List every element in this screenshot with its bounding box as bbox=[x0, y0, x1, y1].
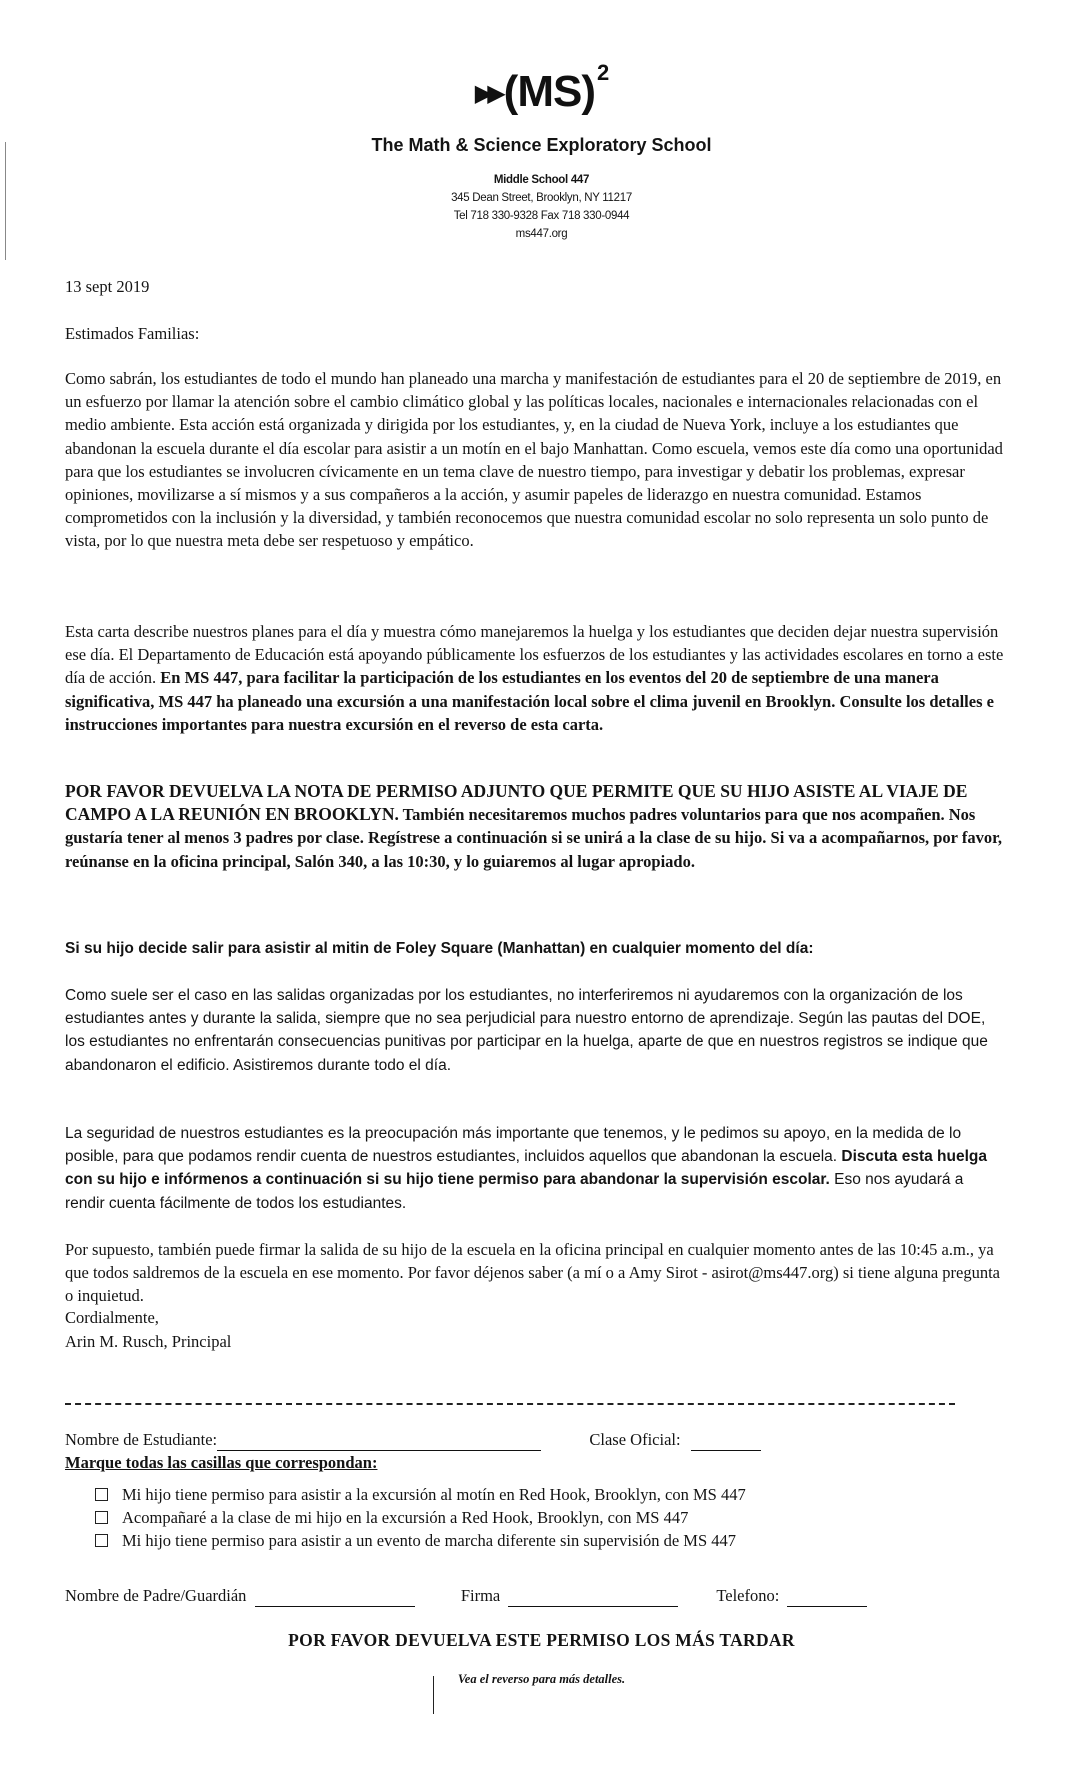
paragraph-plans-bold: En MS 447, para facilitar la participación de los estudiantes en los eventos del 20 de septiembre de una manera significativa, MS 447 ha planeado una excursión a una manifestación local sobre el clima juvenil en Brooklyn. Consulte los detalles e instrucciones importantes para nuestra excursión en el reverso de esta carta. bbox=[65, 668, 994, 734]
logo-text: (MS) bbox=[503, 67, 595, 116]
reverse-note: Vea el reverso para más detalles. bbox=[457, 1672, 626, 1686]
paragraph-signout: Por supuesto, también puede firmar la salida de su hijo de la escuela en la oficina principal en cualquier momento antes de las 10:45 a.m., ya que todos saldremos de la escuela en ese momento. Por favor déjenos saber (a mí o a Amy Sirot - asirot@ms447.org) si tiene alguna pregunta o inquietud. bbox=[65, 1240, 1000, 1306]
checkbox[interactable] bbox=[95, 1511, 108, 1524]
checkbox-option[interactable] bbox=[95, 1529, 995, 1552]
permission-rest: También necesitaremos muchos padres voluntarios para que nos acompañen. Nos gustaría tener al menos 3 padres por clase. Regístrese a continuación si se unirá a la clase de su hijo. Si va a acompañarnos, por favor, reúnanse en la oficina principal, Salón 340, a las 10:30, y lo guiaremos al lugar apropiado. bbox=[65, 805, 1003, 871]
checkbox[interactable] bbox=[95, 1488, 108, 1501]
double-arrow-icon: ▶▶ bbox=[474, 80, 500, 108]
student-name-field[interactable] bbox=[217, 1432, 541, 1451]
parent-name-field[interactable] bbox=[255, 1588, 415, 1607]
greeting: Estimados Familias: bbox=[65, 324, 200, 343]
safety-bold: Discuta esta huelga con su hijo e infórmenos a continuación si su hijo tiene permiso para abandonar la supervisión escolar. bbox=[65, 1148, 987, 1189]
phone-label: Telefono: bbox=[716, 1586, 780, 1605]
school-logo bbox=[0, 62, 1083, 114]
paragraph-plans-text: Esta carta describe nuestros planes para el día y muestra cómo manejaremos la huelga y los estudiantes que deciden dejar nuestra supervisión ese día. El Departamento de Educación está apoyando públicamente los esfuerzos de los estudiantes y las actividades escolares en torno a este día de acción. bbox=[65, 622, 1004, 688]
safety-end: Eso nos ayudará a rendir cuenta fácilmente de todos los estudiantes. bbox=[65, 1171, 964, 1212]
paragraph-intro: Como sabrán, los estudiantes de todo el mundo han planeado una marcha y manifestación de estudiantes para el 20 de septiembre de 2019, en un esfuerzo por llamar la atención sobre el cambio climático global y las políticas locales, nacionales e internacionales relacionadas con el medio ambiente. Esta acción está organizada y dirigida por los estudiantes, y, en la ciudad de Nueva York, incluye a los estudiantes que abandonan la escuela durante el día escolar para asistir a un motín en el bajo Manhattan. Como escuela, vemos este día como una oportunidad para que los estudiantes se involucren cívicamente en un tema clave de nuestro tiempo, para investigar y debatir los problemas, expresar opiniones, movilizarse a sí mismos y a sus compañeros a la acción, y asumir papeles de liderazgo en nuestra comunidad. Estamos comprometidos con la inclusión y la diversidad, y también reconocemos que nuestra comunidad escolar no solo representa un solo punto de vista, por lo que nuestra meta debe ser respetuoso y empático. bbox=[65, 369, 1003, 551]
phone-field[interactable] bbox=[787, 1588, 867, 1607]
pen-mark bbox=[433, 1676, 434, 1714]
check-instruction: Marque todas las casillas que correspondan: bbox=[65, 1453, 378, 1472]
school-name: The Math & Science Exploratory School bbox=[371, 135, 712, 155]
checkbox-option[interactable] bbox=[95, 1483, 995, 1506]
closing: Cordialmente, bbox=[65, 1308, 159, 1327]
paragraph-plans bbox=[65, 620, 1005, 736]
paragraph-permission bbox=[65, 780, 1005, 873]
checkbox[interactable] bbox=[95, 1534, 108, 1547]
section-heading: Si su hijo decide salir para asistir al mitin de Foley Square (Manhattan) en cualquier momento del día: bbox=[65, 940, 814, 957]
logo-superscript: 2 bbox=[596, 60, 609, 85]
school-website: ms447.org bbox=[515, 228, 568, 240]
school-phone-fax: Tel 718 330-9328 Fax 718 330-0944 bbox=[453, 210, 630, 222]
tear-line bbox=[65, 1403, 955, 1405]
letter-date: 13 sept 2019 bbox=[65, 277, 150, 296]
signature-line: Arin M. Rusch, Principal bbox=[65, 1332, 232, 1351]
student-name-row bbox=[65, 1428, 1065, 1451]
checkbox-label: Acompañaré a la clase de mi hijo en la excursión a Red Hook, Brooklyn, con MS 447 bbox=[122, 1508, 689, 1527]
checkbox-option[interactable] bbox=[95, 1506, 995, 1529]
student-name-label: Nombre de Estudiante: bbox=[65, 1430, 218, 1449]
final-notice: POR FAVOR DEVUELVA ESTE PERMISO LOS MÁS TARDAR bbox=[288, 1630, 795, 1650]
checkbox-list bbox=[95, 1483, 995, 1552]
checkbox-label: Mi hijo tiene permiso para asistir a la excursión al motín en Red Hook, Brooklyn, con MS 447 bbox=[122, 1485, 746, 1504]
class-label: Clase Oficial: bbox=[589, 1430, 681, 1449]
school-address: 345 Dean Street, Brooklyn, NY 11217 bbox=[451, 192, 632, 204]
parent-row bbox=[65, 1584, 1065, 1607]
signature-label: Firma bbox=[460, 1586, 501, 1605]
school-number: Middle School 447 bbox=[493, 174, 590, 186]
permission-caps: POR FAVOR DEVUELVA LA NOTA DE PERMISO ADJUNTO QUE PERMITE QUE SU HIJO ASISTE AL VIAJE DE CAMPO A LA REUNIÓN EN BROOKLYN. bbox=[65, 781, 968, 825]
class-field[interactable] bbox=[691, 1432, 761, 1451]
signature-field[interactable] bbox=[508, 1588, 678, 1607]
parent-name-label: Nombre de Padre/Guardián bbox=[65, 1586, 247, 1605]
paragraph-walkout: Como suele ser el caso en las salidas organizadas por los estudiantes, no interferiremos ni ayudaremos con la organización de los estudiantes antes y durante la salida, siempre que no sea perjudicial para nuestro entorno de aprendizaje. Según las pautas del DOE, los estudiantes no enfrentarán consecuencias punitivas por participar en la huelga, aparte de que en nuestros registros se indique que abandonaron el edificio. Asistiremos durante todo el día. bbox=[65, 987, 988, 1074]
checkbox-label: Mi hijo tiene permiso para asistir a un evento de marcha diferente sin supervisión de MS 447 bbox=[122, 1531, 737, 1550]
paragraph-safety bbox=[65, 1122, 1005, 1215]
safety-text: La seguridad de nuestros estudiantes es la preocupación más importante que tenemos, y le pedimos su apoyo, en la medida de lo posible, para que podamos rendir cuenta de nuestros estudiantes, incluidos aquellos que abandonan la escuela. bbox=[65, 1125, 962, 1166]
